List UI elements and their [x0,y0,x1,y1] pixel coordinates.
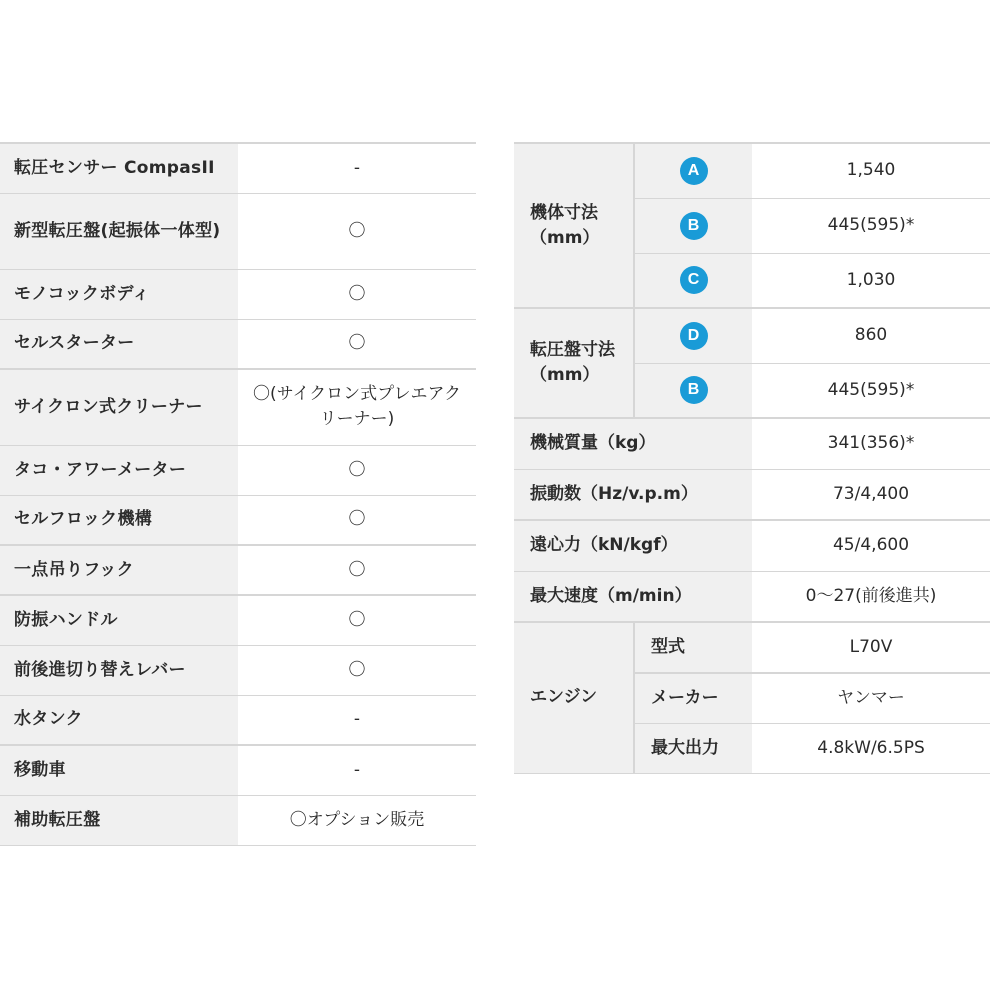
feature-label: 一点吊りフック [0,545,238,595]
feature-label: 前後進切り替えレバー [0,645,238,695]
spec-value: 73/4,400 [752,469,990,520]
dim-badge-cell [634,143,752,198]
dim-badge-cell [634,363,752,418]
feature-label: 転圧センサー CompasII [0,143,238,193]
feature-label: タコ・アワーメーター [0,445,238,495]
feature-label: 補助転圧盤 [0,795,238,845]
feature-value: 〇オプション販売 [238,795,476,845]
engine-sub-label: メーカー [634,673,752,723]
feature-row [0,645,476,695]
feature-row [0,495,476,545]
spec-label: 遠心力（kN/kgf） [514,520,752,571]
feature-value: 〇 [238,645,476,695]
feature-value: 〇 [238,193,476,269]
feature-label: 新型転圧盤(起振体一体型) [0,193,238,269]
machine-dim-label: 機体寸法（mm） [514,143,634,308]
feature-label: サイクロン式クリーナー [0,369,238,445]
badge-b-icon: B [680,212,708,240]
dim-value: 860 [752,308,990,363]
spec-row [514,622,990,673]
feature-row [0,545,476,595]
feature-value: 〇 [238,319,476,369]
spec-label: 振動数（Hz/v.p.m） [514,469,752,520]
dim-badge-cell [634,253,752,308]
feature-value: 〇 [238,445,476,495]
badge-c-icon: C [680,266,708,294]
badge-a-icon: A [680,157,708,185]
dim-badge-cell [634,198,752,253]
feature-value: - [238,745,476,795]
spec-value: 0〜27(前後進共) [752,571,990,622]
spec-row [514,571,990,622]
feature-row [0,143,476,193]
feature-row [0,369,476,445]
dim-value: 445(595)* [752,363,990,418]
engine-value: L70V [752,622,990,673]
feature-row [0,193,476,269]
spec-value: 341(356)* [752,418,990,469]
engine-label: エンジン [514,622,634,773]
engine-sub-label: 最大出力 [634,723,752,773]
feature-label: 防振ハンドル [0,595,238,645]
feature-label: 移動車 [0,745,238,795]
feature-row [0,319,476,369]
dim-value: 1,540 [752,143,990,198]
spec-row [514,418,990,469]
dim-value: 445(595)* [752,198,990,253]
feature-value: 〇 [238,545,476,595]
feature-value: 〇 [238,595,476,645]
spec-row [514,308,990,363]
feature-value: 〇 [238,269,476,319]
feature-value: 〇 [238,495,476,545]
feature-row [0,745,476,795]
features-table [0,142,476,846]
feature-row [0,445,476,495]
feature-row [0,595,476,645]
badge-d-icon: D [680,322,708,350]
feature-row [0,795,476,845]
feature-label: セルフロック機構 [0,495,238,545]
feature-row [0,269,476,319]
feature-value: 〇(サイクロン式プレエアクリーナー) [238,369,476,445]
feature-label: モノコックボディ [0,269,238,319]
plate-dim-label: 転圧盤寸法（mm） [514,308,634,418]
spec-label: 機械質量（kg） [514,418,752,469]
badge-b-icon: B [680,376,708,404]
feature-label: 水タンク [0,695,238,745]
engine-value: 4.8kW/6.5PS [752,723,990,773]
spec-row [514,469,990,520]
dim-value: 1,030 [752,253,990,308]
spec-row [514,143,990,198]
feature-label: セルスターター [0,319,238,369]
feature-value: - [238,695,476,745]
engine-sub-label: 型式 [634,622,752,673]
feature-value: - [238,143,476,193]
spec-table [514,142,990,774]
spec-label: 最大速度（m/min） [514,571,752,622]
engine-value: ヤンマー [752,673,990,723]
feature-row [0,695,476,745]
spec-value: 45/4,600 [752,520,990,571]
dim-badge-cell [634,308,752,363]
spec-row [514,520,990,571]
